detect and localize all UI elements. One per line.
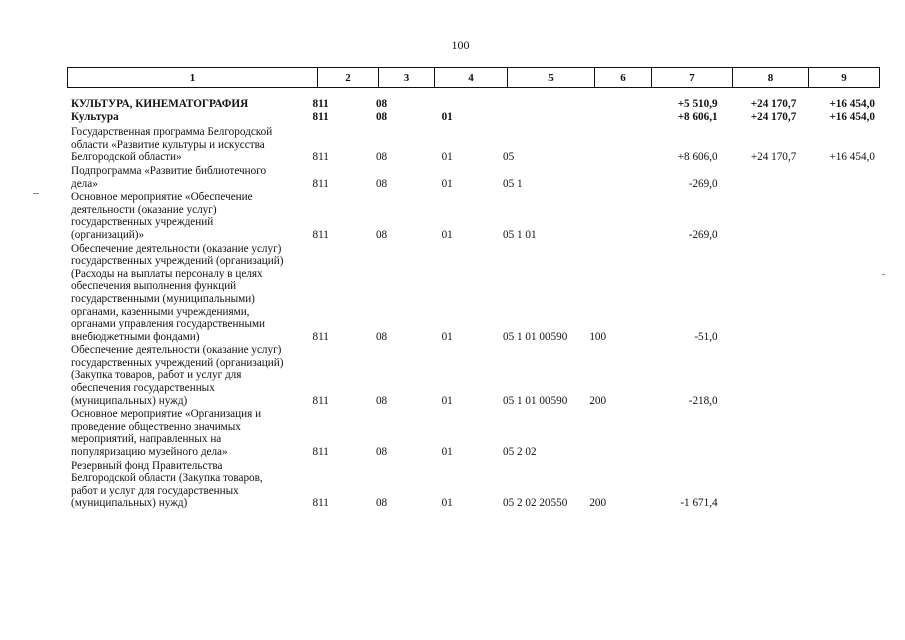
ministry-code: 811 bbox=[312, 330, 329, 343]
row-name-line: работ и услуг для государственных bbox=[71, 484, 239, 497]
row-name bbox=[67, 111, 307, 124]
target-article-code: 05 2 02 bbox=[503, 446, 537, 459]
row-name-line: Обеспечение деятельности (оказание услуг) bbox=[71, 242, 282, 255]
subsection-code: 01 bbox=[441, 497, 453, 510]
row-name-line: органами управления государственными bbox=[71, 318, 266, 331]
row-name-line: (муниципальных) нужд) bbox=[71, 497, 188, 510]
row-name-line: Культура bbox=[71, 110, 119, 123]
amount-col-7: +8 606,0 bbox=[677, 151, 718, 164]
section-code: 08 bbox=[375, 110, 388, 123]
row-name bbox=[67, 460, 307, 510]
section-code: 08 bbox=[375, 228, 388, 241]
column-header-9: 9 bbox=[809, 68, 880, 88]
row-name bbox=[67, 191, 307, 241]
column-header-5: 5 bbox=[508, 68, 595, 88]
amount-col-8: +24 170,7 bbox=[750, 110, 797, 123]
row-name bbox=[67, 344, 307, 407]
table-row bbox=[67, 126, 879, 164]
row-name-line: (муниципальных) нужд) bbox=[71, 394, 188, 407]
row-name-line: обеспечения государственных bbox=[71, 382, 215, 395]
row-name-line: дела» bbox=[71, 177, 98, 190]
amount-col-8: +24 170,7 bbox=[750, 98, 797, 110]
table-row bbox=[67, 460, 879, 510]
subsection-code: 01 bbox=[441, 151, 453, 164]
table-row bbox=[67, 98, 879, 111]
row-name-line: Государственная программа Белгородской bbox=[71, 126, 273, 139]
row-name bbox=[67, 243, 307, 344]
column-header-6: 6 bbox=[595, 68, 652, 88]
amount-col-7: -269,0 bbox=[688, 228, 718, 241]
row-name-line: популяризацию музейного дела» bbox=[71, 446, 228, 459]
subsection-code: 01 bbox=[441, 446, 453, 459]
column-header-row bbox=[68, 68, 880, 88]
row-name-line: (Расходы на выплаты персоналу в целях bbox=[71, 267, 263, 280]
column-header-4: 4 bbox=[435, 68, 508, 88]
column-header-7: 7 bbox=[652, 68, 733, 88]
amount-col-9: +16 454,0 bbox=[829, 110, 875, 123]
row-name-line: (организаций)» bbox=[71, 228, 145, 241]
section-code: 08 bbox=[375, 177, 388, 190]
amount-col-7: +8 606,1 bbox=[677, 110, 718, 123]
subsection-code: 01 bbox=[441, 177, 453, 190]
expense-type-code: 200 bbox=[589, 497, 607, 510]
section-code: 08 bbox=[375, 151, 388, 164]
amount-col-7: +5 510,9 bbox=[677, 98, 718, 110]
row-name-line: Подпрограмма «Развитие библиотечного bbox=[71, 164, 267, 177]
row-name-line: Белгородской области (Закупка товаров, bbox=[71, 472, 263, 485]
section-code: 08 bbox=[375, 497, 388, 510]
table-row bbox=[67, 165, 879, 190]
expense-type-code: 100 bbox=[589, 330, 607, 343]
ministry-code: 811 bbox=[312, 151, 329, 164]
scan-speck bbox=[33, 193, 39, 194]
target-article-code: 05 2 02 20550 bbox=[503, 497, 568, 510]
page-number: 100 bbox=[451, 38, 470, 52]
column-header-2: 2 bbox=[318, 68, 379, 88]
amount-col-7: -51,0 bbox=[694, 330, 718, 343]
table-row bbox=[67, 344, 879, 407]
row-name-line: Белгородской области» bbox=[71, 151, 182, 164]
amount-col-9: +16 454,0 bbox=[829, 98, 875, 110]
ministry-code: 811 bbox=[312, 177, 329, 190]
amount-col-7: -218,0 bbox=[688, 394, 718, 407]
table-row bbox=[67, 191, 879, 241]
target-article-code: 05 1 bbox=[503, 177, 523, 190]
expense-type-code: 200 bbox=[589, 394, 607, 407]
subsection-code: 01 bbox=[441, 330, 453, 343]
row-name-line: Основное мероприятие «Обеспечение bbox=[71, 191, 253, 204]
subsection-code: 01 bbox=[441, 394, 453, 407]
ministry-code: 811 bbox=[312, 394, 329, 407]
row-name-line: (Закупка товаров, работ и услуг для bbox=[71, 369, 242, 382]
row-name bbox=[67, 126, 307, 164]
budget-table-body bbox=[67, 98, 879, 510]
target-article-code: 05 1 01 00590 bbox=[503, 330, 568, 343]
ministry-code: 811 bbox=[312, 228, 329, 241]
amount-col-8: +24 170,7 bbox=[750, 151, 797, 164]
table-row bbox=[67, 243, 879, 344]
row-name-line: органами, казенными учреждениями, bbox=[71, 305, 250, 318]
section-code: 08 bbox=[375, 98, 388, 110]
row-name-line: Обеспечение деятельности (оказание услуг) bbox=[71, 344, 282, 357]
ministry-code: 811 bbox=[312, 497, 329, 510]
column-header-table bbox=[67, 67, 880, 88]
amount-col-7: -269,0 bbox=[688, 177, 718, 190]
row-name-line: КУЛЬТУРА, КИНЕМАТОГРАФИЯ bbox=[71, 98, 249, 110]
row-name-line: мероприятий, направленных на bbox=[71, 433, 222, 446]
row-name bbox=[67, 98, 307, 111]
row-name-line: государственных учреждений bbox=[71, 216, 214, 229]
amount-col-7: -1 671,4 bbox=[680, 497, 718, 510]
row-name-line: государственных учреждений (организаций) bbox=[71, 255, 284, 268]
ministry-code: 811 bbox=[312, 446, 329, 459]
column-header-1: 1 bbox=[68, 68, 318, 88]
table-row bbox=[67, 408, 879, 458]
target-article-code: 05 1 01 bbox=[503, 228, 537, 241]
section-code: 08 bbox=[375, 330, 388, 343]
section-code: 08 bbox=[375, 394, 388, 407]
row-name-line: области «Развитие культуры и искусства bbox=[71, 138, 265, 151]
row-name-line: проведение общественно значимых bbox=[71, 420, 241, 433]
row-name-line: государственными (муниципальными) bbox=[71, 292, 255, 305]
row-name-line: государственных учреждений (организаций) bbox=[71, 356, 284, 369]
column-header-3: 3 bbox=[379, 68, 435, 88]
scan-speck bbox=[882, 274, 885, 275]
amount-col-9: +16 454,0 bbox=[829, 151, 875, 164]
target-article-code: 05 1 01 00590 bbox=[503, 394, 568, 407]
row-name-line: Основное мероприятие «Организация и bbox=[71, 408, 262, 421]
section-code: 08 bbox=[375, 446, 388, 459]
row-name-line: деятельности (оказание услуг) bbox=[71, 203, 217, 216]
subsection-code: 01 bbox=[441, 110, 453, 123]
ministry-code: 811 bbox=[312, 110, 329, 123]
ministry-code: 811 bbox=[312, 98, 329, 110]
row-name-line: Резервный фонд Правительства bbox=[71, 459, 223, 472]
subsection-code: 01 bbox=[441, 228, 453, 241]
target-article-code: 05 bbox=[503, 151, 515, 164]
row-name bbox=[67, 408, 307, 458]
row-name bbox=[67, 165, 307, 190]
column-header-8: 8 bbox=[733, 68, 809, 88]
row-name-line: внебюджетными фондами) bbox=[71, 330, 200, 343]
table-row bbox=[67, 111, 879, 124]
row-name-line: обеспечения выполнения функций bbox=[71, 280, 237, 293]
